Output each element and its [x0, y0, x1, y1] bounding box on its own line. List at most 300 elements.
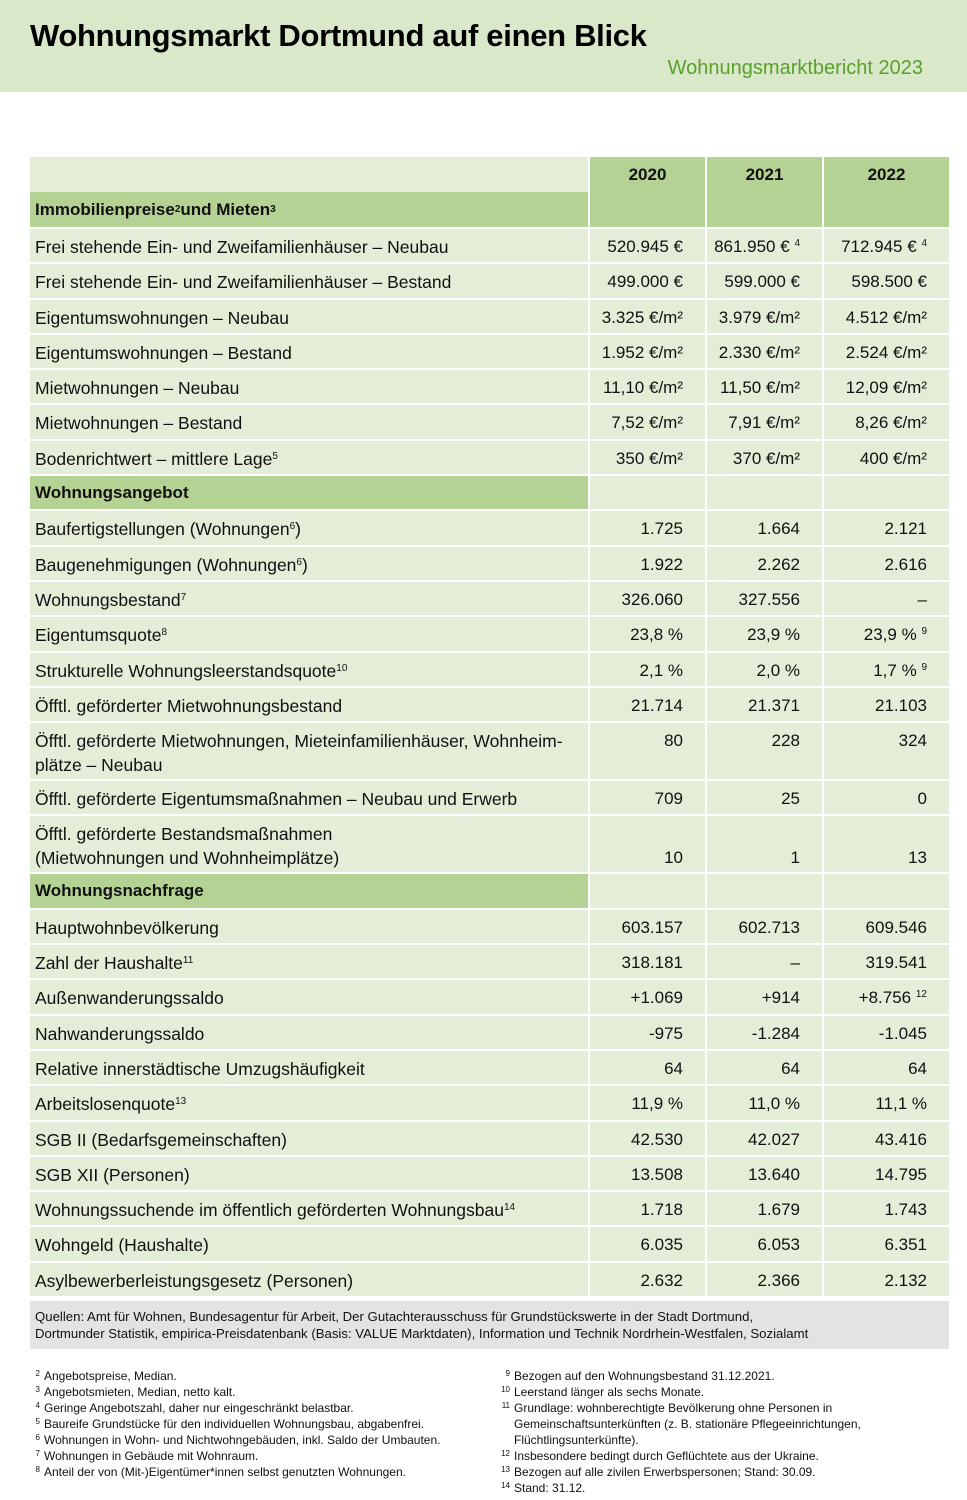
value-text: 520.945 €: [607, 237, 683, 256]
value-text: 598.500 €: [851, 272, 927, 292]
value-text: 21.714: [631, 695, 683, 715]
section-heading: Wohnungsnachfrage: [30, 874, 590, 907]
footnote-text: Bezogen auf alle zivilen Erwerbspersonen; Stand: 30.09.: [514, 1465, 816, 1479]
row-label-text: Arbeitslosenquote: [35, 1094, 176, 1115]
value-cell: [824, 300, 949, 333]
value-text: 42.027: [748, 1129, 800, 1149]
row-label-text: (Mietwohnungen und Wohnheimplätze): [35, 848, 340, 869]
value-text: 13.640: [748, 1164, 800, 1184]
value-cell: [824, 688, 949, 721]
value-cell: [707, 816, 824, 872]
value-text: 1.743: [884, 1200, 927, 1220]
value-cell: [590, 653, 707, 686]
value-cell: [707, 1192, 824, 1225]
value-text: 1,7 %: [873, 660, 917, 680]
year-header: 2020: [590, 157, 707, 227]
row-label: [30, 1192, 590, 1225]
row-label-text: Mietwohnungen – Bestand: [35, 413, 243, 434]
section-row: [30, 872, 949, 907]
value-cell: [590, 816, 707, 872]
footnote-ref: 14: [503, 1202, 516, 1214]
table-row: [30, 368, 949, 403]
value-cell: [707, 723, 824, 779]
section-heading: Wohnungsangebot: [30, 476, 590, 509]
row-label: [30, 441, 590, 474]
table-header-row: [30, 157, 949, 227]
value-text: 2,0 %: [756, 660, 800, 680]
footnote-ref: 4: [794, 238, 800, 249]
value-cell: [824, 582, 949, 615]
value-text: 23,8 %: [630, 625, 683, 645]
row-label-text: Öfftl. geförderte Bestandsmaßnahmen: [35, 824, 333, 845]
row-label-text: Wohnungsbestand: [35, 589, 181, 610]
value-cell: [707, 335, 824, 368]
value-text: 1.952 €/m²: [601, 342, 683, 362]
value-cell: [824, 653, 949, 686]
value-text: 11,1 %: [875, 1094, 927, 1114]
empty-cell: [590, 476, 707, 509]
footnote-ref: 12: [915, 989, 927, 1001]
row-label: [30, 1263, 590, 1296]
row-label: [30, 688, 590, 721]
footnote-text: Wohnungen in Gebäude mit Wohnraum.: [44, 1449, 259, 1463]
table-row: [30, 943, 949, 978]
value-text: 13: [908, 848, 927, 868]
value-cell: [590, 617, 707, 650]
value-cell: [824, 441, 949, 474]
row-label: [30, 816, 590, 872]
row-label: [30, 617, 590, 650]
empty-cell: [824, 874, 949, 907]
value-cell: [707, 264, 824, 297]
row-label: [30, 335, 590, 368]
row-label: [30, 1086, 590, 1119]
value-cell: [824, 910, 949, 943]
value-text: 1.725: [640, 519, 683, 539]
value-text: 64: [908, 1058, 927, 1078]
value-text: 2.262: [757, 554, 800, 574]
value-text: 23,9 %: [863, 625, 917, 645]
footnote-ref: 4: [921, 238, 927, 249]
value-text: 350 €/m²: [615, 448, 683, 468]
footnote-text: Insbesondere bedingt durch Geflüchtete aus der Ukraine.: [514, 1449, 819, 1463]
value-cell: [590, 980, 707, 1013]
footnote-number: 4: [35, 1401, 40, 1410]
value-text: 2.632: [640, 1270, 683, 1290]
row-label-text: Frei stehende Ein- und Zweifamilienhäuser – Neubau: [35, 237, 449, 257]
row-label: [30, 1122, 590, 1155]
value-cell: [824, 335, 949, 368]
footnote: [500, 1448, 940, 1464]
footnote-ref: 9: [921, 626, 927, 638]
value-text: –: [790, 953, 800, 973]
row-label-text: Öfftl. geförderte Eigentumsmaßnahmen – Neubau und Erwerb: [35, 789, 518, 810]
row-label: [30, 910, 590, 943]
table-row: [30, 1155, 949, 1190]
value-cell: [707, 511, 824, 544]
table-row: [30, 779, 949, 814]
row-label-text: SGB XII (Personen): [35, 1164, 190, 1185]
value-text: –: [917, 589, 927, 609]
value-cell: [824, 547, 949, 580]
row-label-text: Zahl der Haushalte: [35, 953, 183, 974]
footnote-ref: 9: [921, 661, 927, 673]
sources-line: Quellen: Amt für Wohnen, Bundesagentur für Arbeit, Der Gutachterausschuss für Grundstückswerte in der Stadt Dortmund,: [35, 1309, 754, 1324]
value-cell: [590, 1122, 707, 1155]
table-row: [30, 298, 949, 333]
value-cell: [707, 945, 824, 978]
value-cell: [707, 582, 824, 615]
row-label-text: ): [295, 519, 301, 540]
value-text: 12,09 €/m²: [845, 378, 927, 398]
footnote-number: 14: [501, 1481, 510, 1490]
value-text: 1.922: [640, 554, 683, 574]
value-text: 42.530: [631, 1129, 683, 1149]
table-row: [30, 333, 949, 368]
value-cell: [590, 910, 707, 943]
value-cell: [824, 1192, 949, 1225]
value-text: 43.416: [875, 1129, 927, 1149]
value-text: 7,52 €/m²: [611, 413, 683, 433]
value-cell: [707, 980, 824, 1013]
value-text: 11,9 %: [631, 1094, 683, 1114]
value-text: 318.181: [621, 953, 683, 973]
row-label: [30, 511, 590, 544]
value-cell: [707, 1086, 824, 1119]
section-label: Immobilienpreise: [35, 199, 175, 219]
row-label: [30, 405, 590, 438]
value-text: 23,9 %: [747, 625, 800, 645]
value-cell: [590, 441, 707, 474]
footnote-number: 13: [501, 1465, 510, 1474]
value-text: 327.556: [738, 589, 800, 609]
value-cell: [590, 547, 707, 580]
value-cell: [824, 405, 949, 438]
value-text: 14.795: [875, 1164, 927, 1184]
row-label-text: ): [301, 554, 308, 575]
value-cell: [590, 264, 707, 297]
year-header: 2021: [707, 157, 824, 227]
value-cell: [707, 547, 824, 580]
row-label-text: Eigentumswohnungen – Bestand: [35, 342, 292, 363]
row-label-text: Baugenehmigungen (Wohnungen: [35, 554, 297, 575]
footnote-text: Stand: 31.12.: [514, 1481, 586, 1495]
value-text: 2.330 €/m²: [718, 342, 800, 362]
table-row: [30, 509, 949, 544]
row-label-text: Eigentumsquote: [35, 625, 162, 646]
footnote-number: 9: [505, 1369, 510, 1378]
table-row: [30, 1049, 949, 1084]
table-row: [30, 262, 949, 297]
row-label-text: Öfftl. geförderter Mietwohnungsbestand: [35, 695, 343, 716]
value-cell: [590, 781, 707, 814]
row-label: [30, 547, 590, 580]
footnote-ref: 6: [289, 521, 296, 533]
empty-cell: [590, 874, 707, 907]
footnote: [30, 1368, 470, 1384]
value-text: 1: [790, 848, 800, 868]
value-text: -1.045: [878, 1023, 927, 1043]
row-label-text: Wohngeld (Haushalte): [35, 1235, 209, 1256]
value-text: 1.679: [757, 1200, 800, 1220]
row-label: [30, 723, 590, 779]
value-text: 709: [654, 789, 683, 809]
value-text: 324: [898, 731, 927, 751]
year-header: 2022: [824, 157, 949, 227]
value-text: 609.546: [865, 917, 927, 937]
footnote: [30, 1400, 470, 1416]
footnote: [30, 1416, 470, 1432]
value-text: 2,1 %: [639, 660, 683, 680]
table-row: [30, 651, 949, 686]
value-text: 2.366: [757, 1270, 800, 1290]
value-cell: [590, 1263, 707, 1296]
row-label: [30, 1016, 590, 1049]
value-text: +8.756: [858, 988, 912, 1008]
value-cell: [707, 229, 824, 262]
value-cell: [824, 264, 949, 297]
value-text: 228: [771, 731, 800, 751]
value-cell: [590, 300, 707, 333]
report-subtitle: Wohnungsmarktbericht 2023: [667, 57, 923, 79]
footnote-text: Angebotsmieten, Median, netto kalt.: [44, 1385, 236, 1399]
footnote-ref: 13: [175, 1096, 187, 1108]
row-label-text: Eigentumswohnungen – Neubau: [35, 307, 289, 328]
row-label: [30, 1051, 590, 1084]
value-cell: [590, 688, 707, 721]
table-row: [30, 1190, 949, 1225]
value-text: 25: [781, 789, 800, 809]
value-text: 319.541: [865, 953, 927, 973]
footnote-number: 10: [501, 1385, 510, 1394]
value-text: 11,10 €/m²: [602, 378, 683, 398]
empty-cell: [707, 476, 824, 509]
footnote: [500, 1464, 940, 1480]
row-label-text: Außenwanderungssaldo: [35, 988, 224, 1009]
footnote-text: Geringe Angebotszahl, daher nur eingeschränkt belastbar.: [44, 1401, 354, 1415]
value-cell: [824, 1086, 949, 1119]
value-text: 11,50 €/m²: [719, 378, 800, 398]
value-cell: [707, 653, 824, 686]
footnote-number: 6: [35, 1433, 40, 1442]
value-cell: [707, 781, 824, 814]
value-cell: [707, 1122, 824, 1155]
table-row: [30, 545, 949, 580]
row-label: [30, 264, 590, 297]
value-text: 8,26 €/m²: [855, 413, 927, 433]
value-cell: [824, 1051, 949, 1084]
value-text: 602.713: [738, 917, 800, 937]
value-cell: [590, 723, 707, 779]
value-cell: [824, 945, 949, 978]
value-text: 11,0 %: [748, 1094, 800, 1114]
footnote-number: 2: [35, 1369, 40, 1378]
value-cell: [590, 335, 707, 368]
value-text: 2.616: [884, 554, 927, 574]
value-cell: [707, 688, 824, 721]
value-cell: [707, 405, 824, 438]
footnote-ref: 10: [336, 662, 348, 674]
footnote-number: 12: [501, 1449, 510, 1458]
table-row: [30, 1261, 949, 1296]
value-text: +1.069: [630, 988, 683, 1008]
row-label-text: Baufertigstellungen (Wohnungen: [35, 519, 290, 540]
value-cell: [707, 1157, 824, 1190]
row-label-text: Mietwohnungen – Neubau: [35, 378, 240, 399]
footnote: [500, 1368, 940, 1384]
value-cell: [824, 816, 949, 872]
footnote-text: Leerstand länger als sechs Monate.: [514, 1385, 705, 1399]
value-text: 1.718: [640, 1200, 683, 1220]
value-text: 3.979 €/m²: [718, 307, 800, 327]
footnote: [30, 1448, 470, 1464]
value-cell: [824, 229, 949, 262]
footnote: [30, 1384, 470, 1400]
page-title: Wohnungsmarkt Dortmund auf einen Blick: [30, 18, 647, 53]
page-header: [0, 0, 967, 92]
footnote-ref: 11: [182, 955, 194, 967]
row-label: [30, 781, 590, 814]
footnote-number: 8: [35, 1465, 40, 1474]
footnote: [30, 1464, 470, 1480]
value-cell: [707, 300, 824, 333]
value-text: 64: [781, 1058, 800, 1078]
table-row: [30, 686, 949, 721]
value-cell: [590, 1086, 707, 1119]
row-label-text: Hauptwohnbevölkerung: [35, 917, 219, 938]
value-cell: [824, 1227, 949, 1260]
value-text: 80: [664, 731, 683, 751]
table-row: [30, 439, 949, 474]
footnote-ref: 6: [296, 556, 302, 568]
sources-line: Dortmunder Statistik, empirica-Preisdatenbank (Basis: VALUE Marktdaten), Information und Technik Nordrhein-Westfalen, Sozialamt: [35, 1326, 809, 1341]
value-cell: [590, 229, 707, 262]
row-label: [30, 582, 590, 615]
value-text: 2.121: [884, 519, 927, 539]
sources-note: [30, 1301, 949, 1349]
value-cell: [824, 723, 949, 779]
table-row: [30, 978, 949, 1013]
footnote-ref: 7: [180, 591, 187, 603]
row-label: [30, 370, 590, 403]
footnotes-right: [500, 1368, 940, 1496]
value-text: 400 €/m²: [859, 448, 927, 468]
row-label-text: Asylbewerberleistungsgesetz (Personen): [35, 1270, 354, 1291]
value-cell: [707, 1016, 824, 1049]
value-cell: [824, 617, 949, 650]
value-text: 599.000 €: [724, 272, 800, 292]
value-text: 64: [664, 1058, 683, 1078]
value-text: 7,91 €/m²: [728, 413, 800, 433]
footnote: [500, 1400, 940, 1448]
value-text: 10: [664, 848, 683, 868]
value-cell: [707, 617, 824, 650]
value-text: 2.132: [884, 1270, 927, 1290]
value-cell: [707, 1227, 824, 1260]
value-text: 6.351: [884, 1235, 927, 1255]
value-text: -1.284: [751, 1023, 800, 1043]
value-text: +914: [761, 988, 800, 1008]
value-cell: [824, 1263, 949, 1296]
table-row: [30, 615, 949, 650]
value-cell: [824, 1016, 949, 1049]
table-row: [30, 1120, 949, 1155]
row-label: [30, 980, 590, 1013]
value-cell: [707, 370, 824, 403]
value-cell: [590, 582, 707, 615]
footnote: [30, 1432, 470, 1448]
value-text: 4.512 €/m²: [845, 307, 927, 327]
section-heading-prices: Immobilienpreise 2 und Mieten 3: [30, 192, 588, 227]
value-text: 861.950 €: [714, 237, 790, 256]
row-label-text: Öfftl. geförderte Mietwohnungen, Mieteinfamilienhäuser, Wohnheim-: [35, 731, 563, 752]
value-cell: [590, 511, 707, 544]
row-label: [30, 945, 590, 978]
table-row: [30, 1014, 949, 1049]
value-cell: [824, 980, 949, 1013]
value-cell: [824, 511, 949, 544]
footnote-text: Grundlage: wohnberechtigte Bevölkerung ohne Personen in Gemeinschaftsunterkünften (z. B. stationäre Pflegeeinrichtungen, Flüchtlingsunterkünfte).: [514, 1401, 861, 1447]
table-row: [30, 1225, 949, 1260]
value-text: 370 €/m²: [732, 448, 800, 468]
value-cell: [590, 945, 707, 978]
row-label-text: Strukturelle Wohnungsleerstandsquote: [35, 660, 337, 681]
empty-cell: [707, 874, 824, 907]
value-text: 13.508: [631, 1164, 683, 1184]
value-cell: [824, 1157, 949, 1190]
value-text: 0: [917, 789, 927, 809]
row-label-text: Bodenrichtwert – mittlere Lage: [35, 448, 273, 469]
value-cell: [824, 370, 949, 403]
value-text: 21.103: [875, 695, 927, 715]
row-label: [30, 1157, 590, 1190]
table-row: [30, 580, 949, 615]
footnote-text: Angebotspreise, Median.: [44, 1369, 177, 1383]
value-cell: [590, 1157, 707, 1190]
footnote-number: 11: [501, 1401, 510, 1410]
footnote-number: 3: [35, 1385, 40, 1394]
footnote-ref: 5: [272, 450, 278, 462]
value-cell: [590, 370, 707, 403]
value-cell: [707, 1263, 824, 1296]
value-text: 1.664: [757, 519, 800, 539]
value-text: 6.053: [757, 1235, 800, 1255]
table-row: [30, 1084, 949, 1119]
value-cell: [590, 1016, 707, 1049]
value-cell: [590, 1192, 707, 1225]
table-row: [30, 227, 949, 262]
value-text: 3.325 €/m²: [601, 307, 683, 327]
footnote-number: 5: [35, 1417, 40, 1426]
value-text: 326.060: [621, 589, 683, 609]
value-cell: [824, 1122, 949, 1155]
value-cell: [590, 1227, 707, 1260]
section-row: [30, 474, 949, 509]
footnote-text: Wohnungen in Wohn- und Nichtwohngebäuden, inkl. Saldo der Umbauten.: [44, 1433, 441, 1447]
header-label-cell: [30, 157, 590, 227]
row-label: [30, 1227, 590, 1260]
data-table: [30, 157, 949, 1296]
row-label-text: SGB II (Bedarfsgemeinschaften): [35, 1129, 287, 1150]
value-text: 499.000 €: [607, 272, 683, 292]
footnote-text: Bezogen auf den Wohnungsbestand 31.12.2021.: [514, 1369, 775, 1383]
value-text: 603.157: [621, 917, 683, 937]
footnote: [500, 1384, 940, 1400]
footnote-number: 7: [35, 1449, 40, 1458]
footnotes-left: [30, 1368, 470, 1480]
table-row: [30, 403, 949, 438]
row-label-text: Frei stehende Ein- und Zweifamilienhäuser – Bestand: [35, 272, 452, 293]
